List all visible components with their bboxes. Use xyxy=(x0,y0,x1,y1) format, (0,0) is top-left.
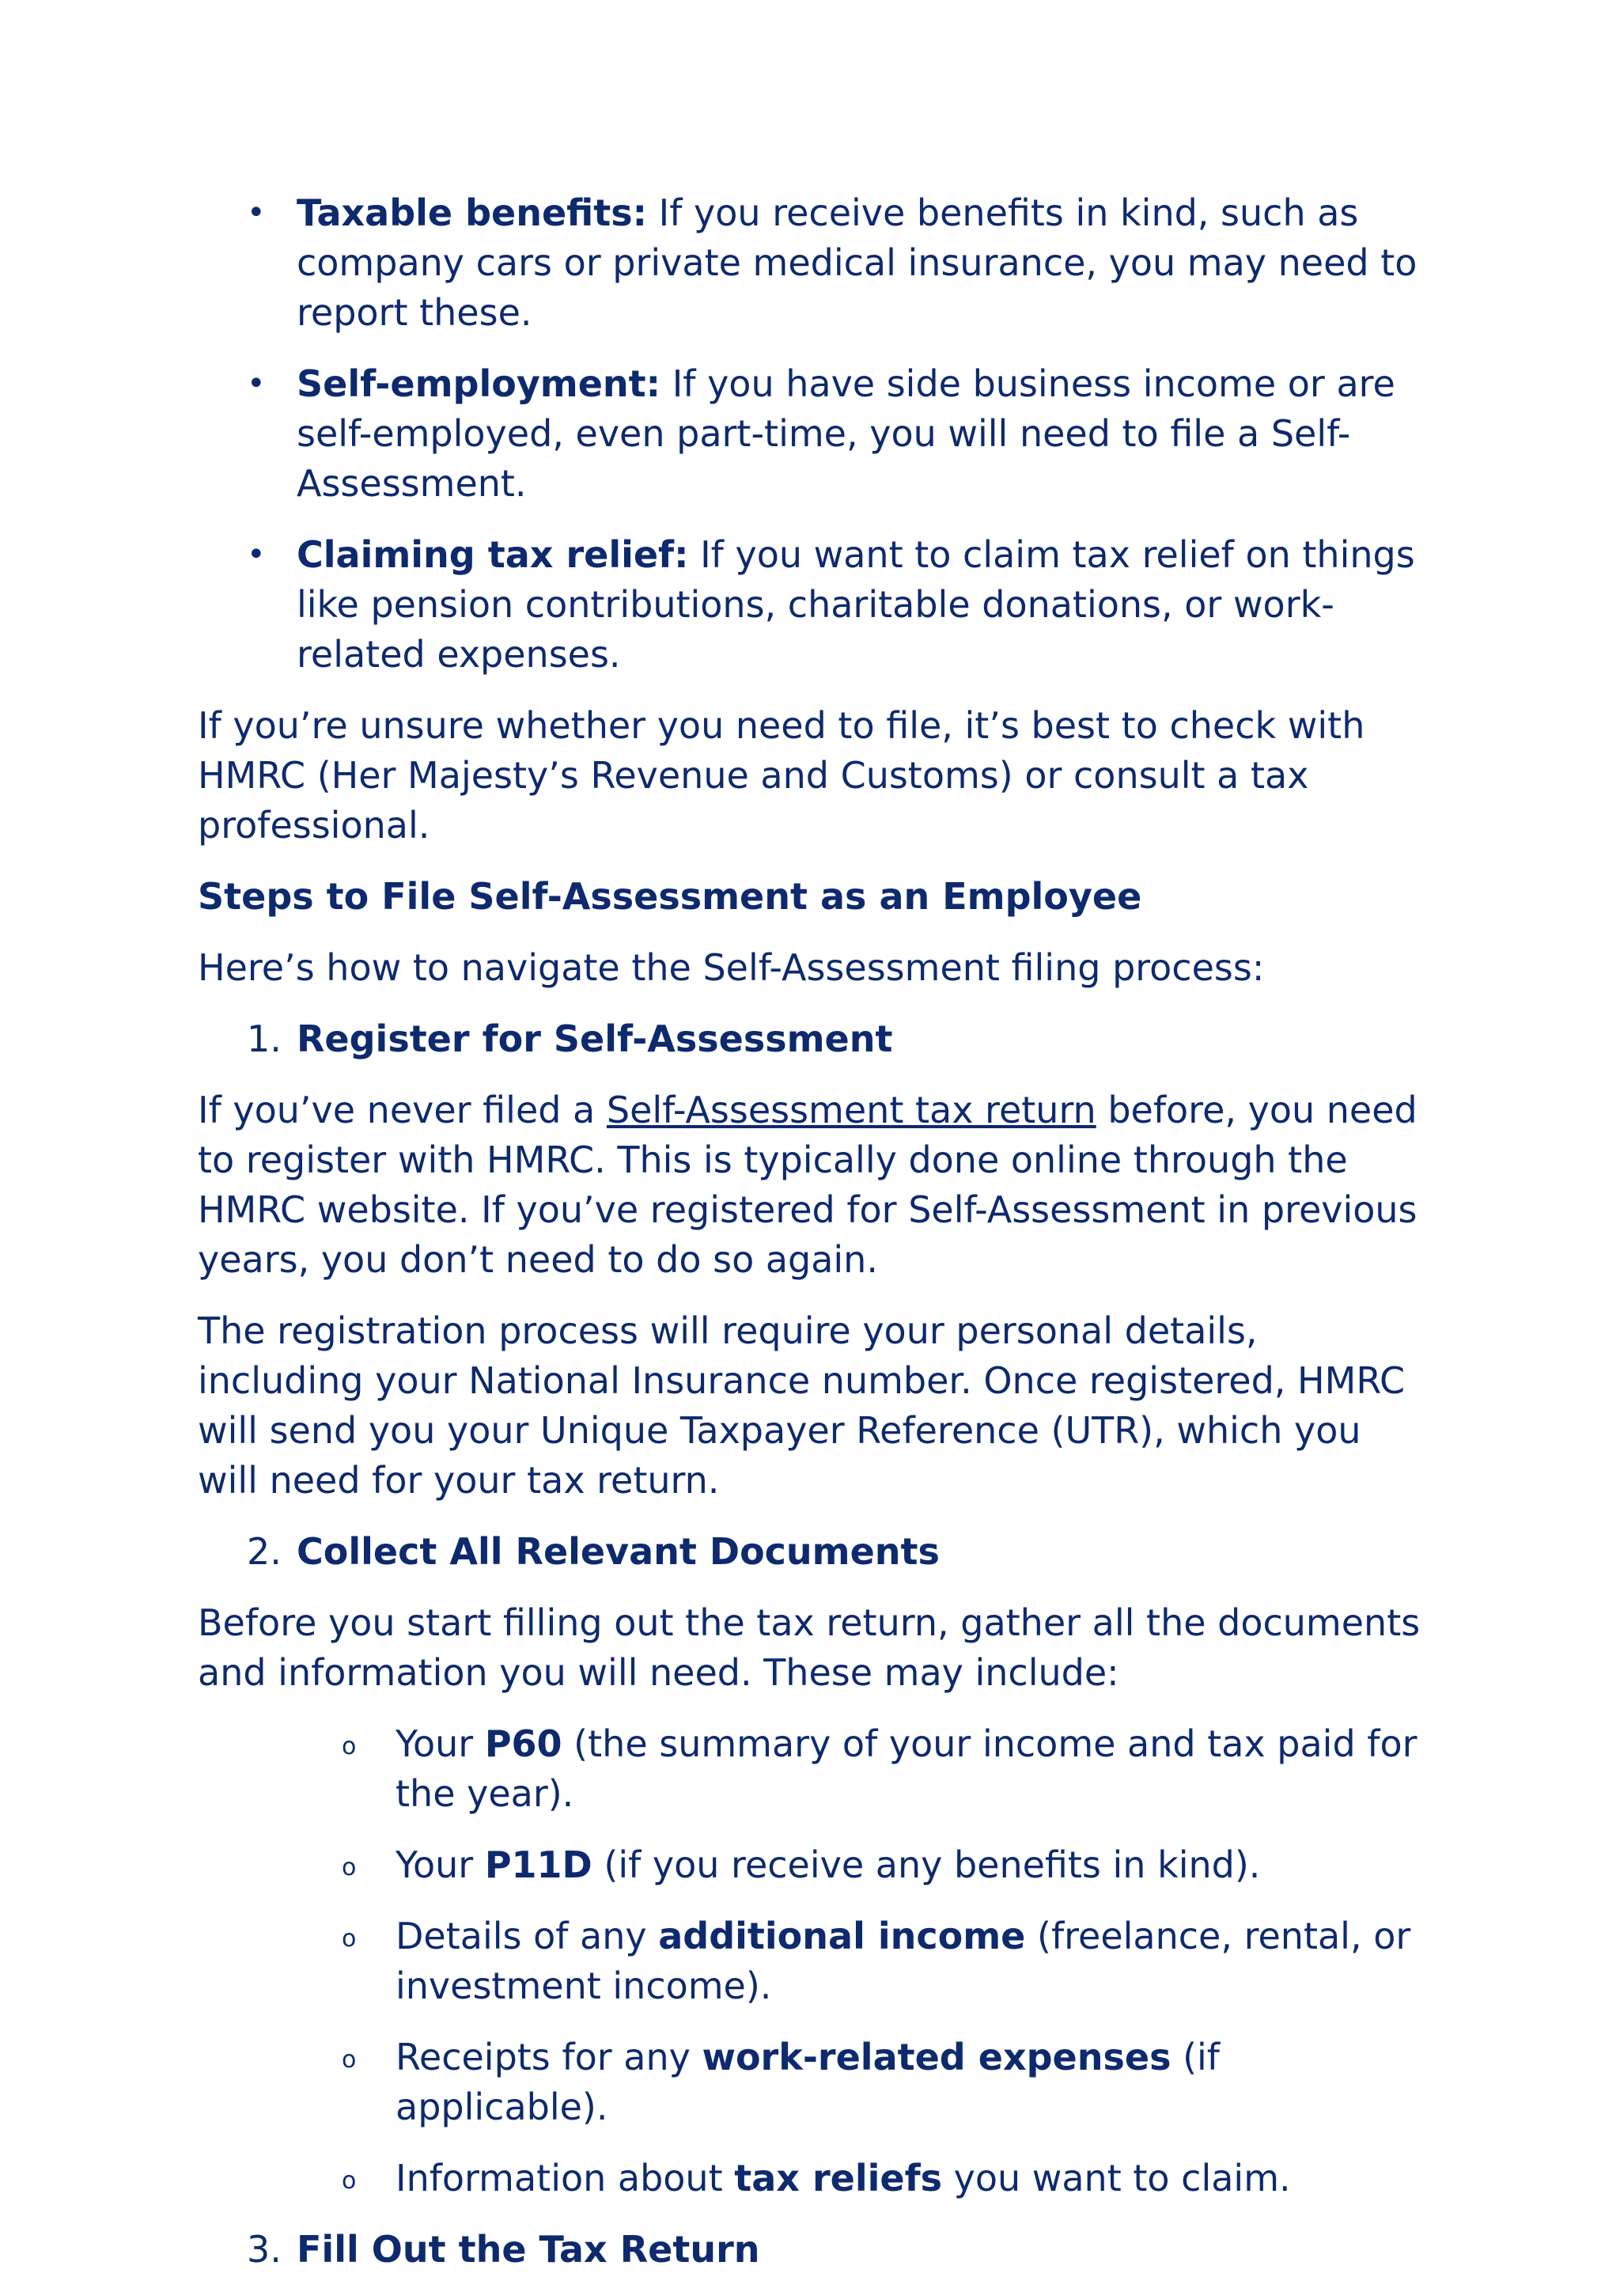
self-assessment-tax-return-link[interactable]: Self-Assessment tax return xyxy=(606,1089,1096,1131)
documents-list xyxy=(198,1719,1432,2203)
text-run: Details of any xyxy=(396,1915,659,1957)
step-title: Register for Self-Assessment xyxy=(297,1017,893,1060)
text-run: (if you receive any benefits in kind). xyxy=(592,1843,1261,1886)
bullet-text: If you have side business income or are self-employed, even part-time, you will need to file a Self-Assessment. xyxy=(297,362,1395,505)
circle-bullet-icon: o xyxy=(342,2167,357,2195)
bold-term: work-related expenses xyxy=(702,2036,1171,2078)
bullet-claiming-tax-relief xyxy=(198,530,1432,680)
circle-bullet-icon: o xyxy=(342,1733,357,1760)
text-run: before, you need to register with HMRC. This is typically done online through the HMRC website. If you’ve registered for Self-Assessment in previous years, you don’t need to do so again. xyxy=(198,1089,1418,1281)
bullet-icon: • xyxy=(247,536,266,573)
text-run: If you’ve never filed a xyxy=(198,1089,607,1131)
circle-bullet-icon: o xyxy=(342,1854,357,1881)
bold-term: additional income xyxy=(658,1915,1026,1957)
step-1-paragraph-2: The registration process will require your personal details, including your National Insurance number. Once registered, HMRC will send you your Unique Taxpayer Reference (UTR), which you will need for your tax return. xyxy=(198,1309,1406,1502)
list-item xyxy=(198,1719,1432,1819)
bold-term: tax reliefs xyxy=(734,2157,942,2199)
step-1-heading xyxy=(198,1014,1432,1064)
step-title: Fill Out the Tax Return xyxy=(297,2228,760,2271)
step-number: 2. xyxy=(247,1530,282,1573)
circle-bullet-icon: o xyxy=(342,1925,357,1953)
text-run: (if applicable). xyxy=(396,2036,1220,2128)
section-heading: Steps to File Self-Assessment as an Employee xyxy=(198,875,1142,918)
circle-bullet-icon: o xyxy=(342,2046,357,2074)
list-item xyxy=(198,1840,1432,1890)
unsure-paragraph: If you’re unsure whether you need to file, it’s best to check with HMRC (Her Majesty’s Revenue and Customs) or consult a tax professional. xyxy=(198,704,1365,847)
list-item xyxy=(198,2033,1432,2132)
bullet-term: Self-employment: xyxy=(297,362,661,405)
text-run: Receipts for any xyxy=(396,2036,702,2078)
bullet-text: If you want to claim tax relief on things like pension contributions, charitable donations, or work-related expenses. xyxy=(297,533,1415,676)
text-run: Your xyxy=(396,1722,485,1765)
intro-paragraph: Here’s how to navigate the Self-Assessment filing process: xyxy=(198,946,1265,989)
step-3-heading xyxy=(198,2225,1432,2275)
step-number: 3. xyxy=(247,2228,282,2271)
list-item xyxy=(198,1911,1432,2011)
text-run: you want to claim. xyxy=(941,2157,1291,2199)
bullet-icon: • xyxy=(247,366,266,402)
eligibility-bullet-list xyxy=(198,188,1432,680)
step-2-heading xyxy=(198,1527,1432,1577)
bold-term: P60 xyxy=(484,1722,562,1765)
step-1-paragraph-1 xyxy=(198,1085,1432,1285)
step-number: 1. xyxy=(247,1017,282,1060)
bullet-text: If you receive benefits in kind, such as company cars or private medical insurance, you may need to report these. xyxy=(297,191,1418,334)
bullet-term: Taxable benefits: xyxy=(297,191,648,234)
text-run: Your xyxy=(396,1843,485,1886)
bullet-term: Claiming tax relief: xyxy=(297,533,689,576)
text-run: (freelance, rental, or investment income). xyxy=(396,1915,1411,2007)
step-2-paragraph: Before you start filling out the tax return, gather all the documents and information you will need. These may include: xyxy=(198,1601,1421,1694)
list-item xyxy=(198,2154,1432,2203)
text-run: (the summary of your income and tax paid for the year). xyxy=(396,1722,1418,1815)
step-title: Collect All Relevant Documents xyxy=(297,1530,940,1573)
document-page xyxy=(198,188,1432,2296)
bold-term: P11D xyxy=(484,1843,592,1886)
bullet-icon: • xyxy=(247,195,266,231)
text-run: Information about xyxy=(396,2157,735,2199)
bullet-taxable-benefits xyxy=(198,188,1432,338)
bullet-self-employment xyxy=(198,359,1432,509)
